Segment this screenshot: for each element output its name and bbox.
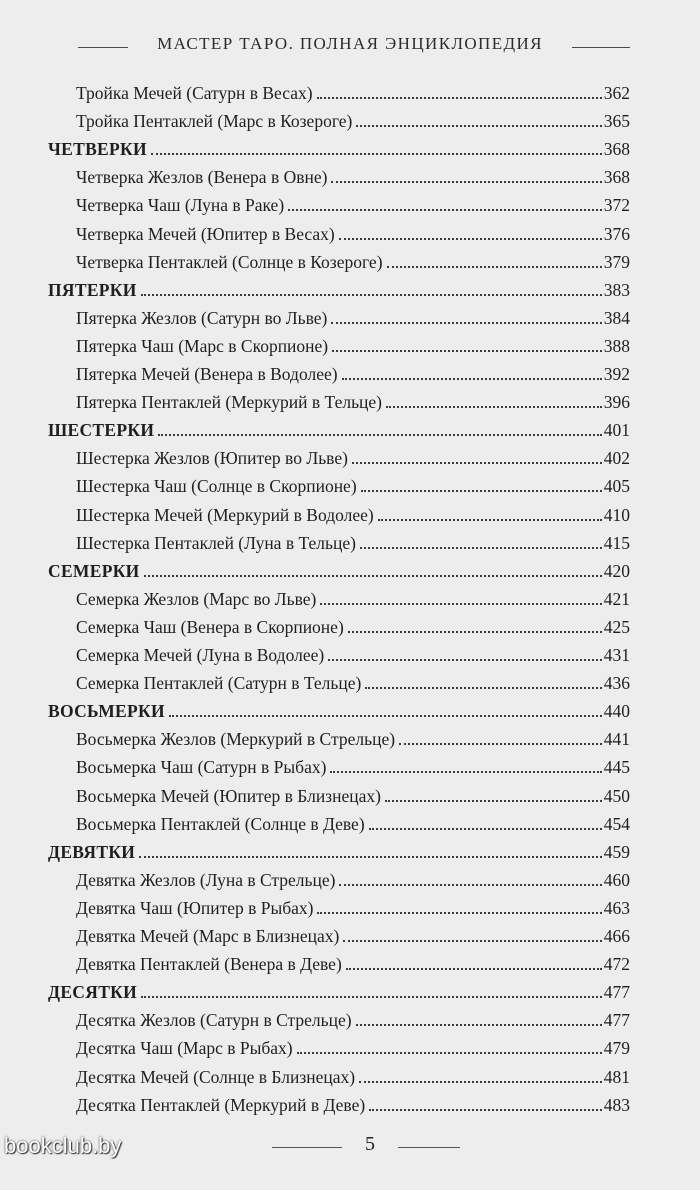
dot-leader	[399, 743, 602, 745]
dot-leader	[330, 771, 601, 773]
toc-entry	[76, 724, 630, 750]
toc-page-number: 362	[603, 83, 630, 103]
toc-page-number: 440	[603, 701, 630, 722]
toc-entry	[76, 921, 630, 947]
toc-entry	[76, 387, 630, 413]
dot-leader	[317, 912, 601, 914]
toc-entry	[76, 612, 630, 638]
dot-leader	[386, 406, 602, 408]
toc-entry-title: Восьмерка Пентаклей (Солнце в Деве)	[76, 813, 365, 834]
toc-section-title: ДЕСЯТКИ	[48, 982, 138, 1003]
dot-leader	[339, 884, 601, 886]
toc-entry-title: Десятка Пентаклей (Меркурий в Деве)	[76, 1094, 366, 1115]
toc-section	[48, 275, 630, 301]
toc-entry	[76, 668, 630, 694]
toc-section	[48, 696, 630, 722]
toc-page-number: 420	[603, 560, 630, 581]
toc-page-number: 368	[603, 167, 630, 188]
toc-page-number: 376	[603, 223, 630, 244]
toc-entry	[76, 78, 630, 104]
toc-entry	[76, 752, 630, 778]
dot-leader	[365, 687, 601, 689]
toc-page-number: 431	[603, 645, 630, 665]
dot-leader	[332, 350, 602, 352]
toc-page-number: 477	[603, 1010, 630, 1031]
dot-leader	[141, 996, 602, 998]
dot-leader	[331, 322, 601, 324]
page-footer	[0, 1127, 700, 1158]
toc-entry	[76, 443, 630, 469]
toc-section	[48, 556, 630, 582]
toc-entry-title: Тройка Мечей (Сатурн в Весах)	[76, 83, 313, 103]
toc-entry-title: Пятерка Чаш (Марс в Скорпионе)	[76, 335, 329, 356]
toc-entry	[76, 1062, 630, 1088]
toc-entry-title: Пятерка Пентаклей (Меркурий в Тельце)	[76, 392, 383, 413]
toc-entry	[76, 949, 630, 975]
toc-entry	[76, 1033, 630, 1059]
dot-leader	[356, 125, 601, 127]
toc-page-number: 415	[603, 532, 630, 553]
toc-entry-title: Пятерка Жезлов (Сатурн во Льве)	[76, 307, 328, 328]
dot-leader	[139, 856, 602, 858]
toc-entry-title: Девятка Мечей (Марс в Близнецах)	[76, 926, 340, 946]
toc-entry-title: Девятка Чаш (Юпитер в Рыбах)	[76, 897, 314, 918]
toc-entry	[76, 303, 630, 329]
dot-leader	[151, 153, 602, 155]
toc-entry-title: Тройка Пентаклей (Марс в Козероге)	[76, 111, 353, 132]
toc-entry-title: Десятка Мечей (Солнце в Близнецах)	[76, 1066, 356, 1087]
dot-leader	[144, 575, 602, 577]
toc-entry-title: Четверка Мечей (Юпитер в Весах)	[76, 223, 335, 244]
dot-leader	[369, 1109, 602, 1111]
dot-leader	[297, 1052, 602, 1054]
toc-section-title: ШЕСТЕРКИ	[48, 420, 155, 441]
toc-entry-title: Четверка Жезлов (Венера в Овне)	[76, 167, 328, 188]
toc-entry-title: Десятка Жезлов (Сатурн в Стрельце)	[76, 1010, 352, 1031]
toc-page-number: 405	[603, 476, 630, 497]
toc-page-number: 388	[603, 335, 630, 356]
dot-leader	[328, 659, 602, 661]
header-rule-right	[572, 47, 630, 48]
toc-entry	[76, 471, 630, 497]
toc-entry-title: Шестерка Пентаклей (Луна в Тельце)	[76, 532, 356, 553]
toc-entry-title: Девятка Пентаклей (Венера в Деве)	[76, 954, 342, 975]
toc-section	[48, 415, 630, 441]
dot-leader	[378, 519, 602, 521]
header-rule-left	[78, 47, 128, 48]
toc-page-number: 472	[603, 954, 630, 975]
toc-page-number: 454	[603, 813, 630, 834]
dot-leader	[385, 800, 602, 802]
toc-entry-title: Восьмерка Мечей (Юпитер в Близнецах)	[76, 785, 381, 806]
toc-page-number: 463	[603, 897, 630, 918]
dot-leader	[359, 1081, 602, 1083]
toc-page-number: 460	[603, 869, 630, 890]
dot-leader	[348, 631, 602, 633]
dot-leader	[352, 462, 602, 464]
toc-entry	[76, 893, 630, 919]
toc-entry-title: Семерка Чаш (Венера в Скорпионе)	[76, 616, 344, 637]
toc-page-number: 383	[603, 279, 630, 300]
toc-page-number: 410	[603, 504, 630, 525]
toc-page-number: 392	[603, 364, 630, 384]
toc-entry-title: Четверка Пентаклей (Солнце в Козероге)	[76, 251, 383, 272]
toc-page-number: 459	[603, 841, 630, 862]
toc-entry-title: Пятерка Мечей (Венера в Водолее)	[76, 364, 338, 384]
toc-entry-title: Четверка Чаш (Луна в Раке)	[76, 195, 285, 216]
dot-leader	[361, 490, 602, 492]
toc-page-number: 441	[603, 729, 630, 750]
toc-page-number: 384	[603, 307, 630, 328]
toc-entry	[76, 190, 630, 216]
toc-page-number: 401	[603, 420, 630, 441]
toc-page-number: 425	[603, 616, 630, 637]
toc-page-number: 436	[603, 673, 630, 694]
dot-leader	[169, 715, 602, 717]
footer-rule-left	[272, 1147, 342, 1148]
toc-page-number: 372	[603, 195, 630, 216]
dot-leader	[346, 968, 602, 970]
running-header-title: МАСТЕР ТАРО. ПОЛНАЯ ЭНЦИКЛОПЕДИЯ	[157, 34, 543, 53]
toc-section	[48, 134, 630, 160]
footer-rule-right	[398, 1147, 460, 1148]
watermark-logo: bookclub.by	[4, 1133, 122, 1158]
toc-section-title: ПЯТЕРКИ	[48, 279, 137, 300]
toc-entry-title: Восьмерка Жезлов (Меркурий в Стрельце)	[76, 729, 396, 750]
toc-section	[48, 837, 630, 863]
toc-page-number: 450	[603, 785, 630, 806]
dot-leader	[369, 828, 602, 830]
running-header	[0, 32, 700, 62]
toc-entry-title: Шестерка Чаш (Солнце в Скорпионе)	[76, 476, 357, 497]
toc-section-title: СЕМЕРКИ	[48, 560, 140, 581]
toc-entry	[76, 1090, 630, 1116]
toc-entry	[76, 359, 630, 385]
toc-entry	[76, 528, 630, 554]
toc-page-number: 396	[603, 392, 630, 413]
dot-leader	[343, 940, 601, 942]
dot-leader	[317, 97, 602, 99]
dot-leader	[360, 547, 602, 549]
toc-entry-title: Семерка Жезлов (Марс во Льве)	[76, 588, 317, 609]
page-number: 5	[365, 1133, 375, 1155]
dot-leader	[356, 1024, 602, 1026]
toc-entry	[76, 809, 630, 835]
toc-entry-title: Семерка Пентаклей (Сатурн в Тельце)	[76, 673, 362, 694]
dot-leader	[339, 238, 602, 240]
toc-entry	[76, 106, 630, 132]
toc-entry	[76, 219, 630, 245]
toc-page-number: 481	[603, 1066, 630, 1087]
toc-entry	[76, 1005, 630, 1031]
dot-leader	[320, 603, 601, 605]
toc-entry-title: Девятка Жезлов (Луна в Стрельце)	[76, 869, 336, 890]
toc-page-number: 479	[603, 1038, 630, 1059]
dot-leader	[387, 266, 602, 268]
toc-page-number: 466	[603, 926, 630, 946]
toc-entry-title: Семерка Мечей (Луна в Водолее)	[76, 645, 325, 665]
toc-entry	[76, 781, 630, 807]
toc-page-number: 445	[603, 757, 630, 778]
toc-section-title: ВОСЬМЕРКИ	[48, 701, 165, 722]
toc-page-number: 421	[603, 588, 630, 609]
toc-page-number: 402	[603, 448, 630, 469]
toc-section	[48, 977, 630, 1003]
toc-entry-title: Десятка Чаш (Марс в Рыбах)	[76, 1038, 293, 1059]
toc-entry-title: Шестерка Мечей (Меркурий в Водолее)	[76, 504, 374, 525]
dot-leader	[342, 378, 602, 380]
toc-section-title: ЧЕТВЕРКИ	[48, 139, 147, 160]
toc-page-number: 368	[603, 139, 630, 160]
toc-page-number: 477	[603, 982, 630, 1003]
toc-section-title: ДЕВЯТКИ	[48, 841, 136, 862]
toc-entry	[76, 247, 630, 273]
toc-entry-title: Восьмерка Чаш (Сатурн в Рыбах)	[76, 757, 327, 778]
toc-entry	[76, 584, 630, 610]
toc-entry	[76, 162, 630, 188]
toc-entry	[76, 331, 630, 357]
toc-page-number: 483	[603, 1094, 630, 1115]
toc-entry-title: Шестерка Жезлов (Юпитер во Льве)	[76, 448, 348, 469]
dot-leader	[288, 209, 602, 211]
dot-leader	[158, 434, 601, 436]
toc-entry	[76, 500, 630, 526]
toc-entry	[76, 865, 630, 891]
toc-page-number: 379	[603, 251, 630, 272]
toc-page-number: 365	[603, 111, 630, 132]
dot-leader	[141, 294, 602, 296]
toc-entry	[76, 640, 630, 666]
dot-leader	[331, 181, 601, 183]
